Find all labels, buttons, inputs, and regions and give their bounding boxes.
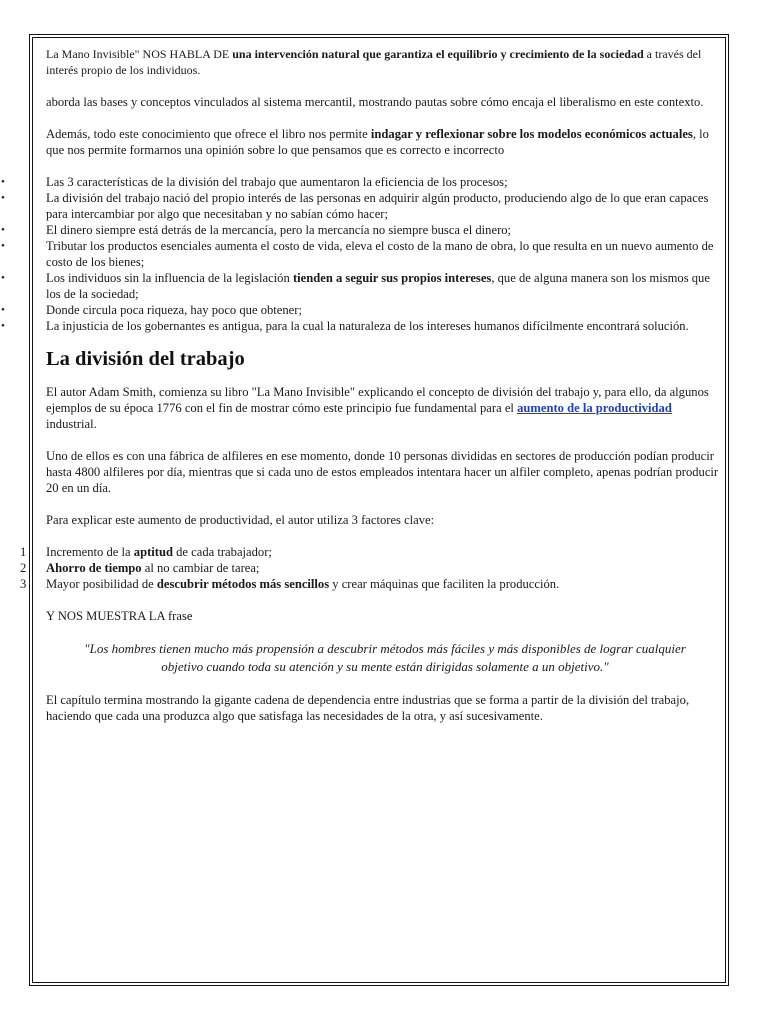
knowledge-text: Además, todo este conocimiento que ofrece el libro nos permite [46,127,371,141]
productivity-link[interactable]: aumento de la productividad [517,401,672,415]
bullet-marker: • [1,224,5,236]
intro-text: La Mano Invisible" NOS HABLA DE [46,47,233,61]
list-item [1,238,724,270]
bullet-marker: • [1,192,5,204]
adam-smith-text-end: industrial. [46,417,97,431]
bullet-marker: • [1,320,5,332]
list-item-text-end: , que de alguna manera son los mismos que los de la sociedad; [46,271,710,301]
intro-text-end: a través del interés propio de los individuos. [46,47,702,77]
conclusion-paragraph: El capítulo termina mostrando la gigante cadena de dependencia entre industrias que se forma a partir de la división del trabajo, haciendo que cada una produzca algo que satisfaga las necesidades de la otra, y así sucesivamente. [46,693,690,723]
mercantile-paragraph: aborda las bases y conceptos vinculados al sistema mercantil, mostrando pautas sobre cómo encaja el liberalismo en este contexto. [46,95,704,109]
list-number: 2 [20,561,27,575]
list-item [1,190,724,222]
quote-block: "Los hombres tienen mucho más propensión a descubrir métodos más fáciles y más disponibles de lograr cualquier objetivo cuando toda su atención y su mente están dirigidas solamente a un objetivo." [84,641,686,674]
list-number: 3 [20,577,27,591]
list-item-text-end: al no cambiar de tarea; [141,561,260,575]
adam-smith-paragraph [46,384,724,432]
list-item [1,222,724,238]
list-item-text-end: y crear máquinas que faciliten la producción. [329,577,560,591]
factors-intro-paragraph: Para explicar este aumento de productividad, el autor utiliza 3 factores clave: [46,513,435,527]
knowledge-paragraph [46,126,724,158]
bullet-marker: • [1,272,5,284]
list-item-text: Los individuos sin la influencia de la legislación [46,271,293,285]
list-item [1,174,724,190]
list-item-text: Las 3 características de la división del trabajo que aumentaron la eficiencia de los procesos; [46,175,508,189]
knowledge-text-end: , lo que nos permite formarnos una opinión sobre lo que pensamos que es correcto e incorrecto [46,127,709,157]
list-item-text: La división del trabajo nació del propio interés de las personas en adquirir algún producto, produciendo algo de lo que eran capaces para intercambiar por algo que necesitaban y no sabían cómo hacer; [46,191,709,221]
list-number: 1 [20,545,27,559]
list-item-text-end: de cada trabajador; [172,545,272,559]
list-item [20,560,724,576]
list-item-bold: descubrir métodos más sencillos [156,577,330,591]
list-item-bold: Ahorro de tiempo [46,561,142,575]
knowledge-bold: indagar y reflexionar sobre los modelos económicos actuales [370,127,693,141]
bullet-marker: • [1,176,5,188]
list-item-text: Donde circula poca riqueza, hay poco que obtener; [46,303,302,317]
bullet-marker: • [1,240,5,252]
list-item-text: Tributar los productos esenciales aumenta el costo de vida, eleva el costo de la mano de obra, lo que resulta en un nuevo aumento de costo de los bienes; [46,239,714,269]
document-body [1,46,724,724]
list-item [1,270,724,302]
list-item [1,318,724,334]
numbered-list [20,544,724,592]
list-item-text: Incremento de la [46,545,134,559]
list-item-text: Mayor posibilidad de [46,577,157,591]
bullet-list [1,174,724,334]
bullet-marker: • [1,304,5,316]
list-item [1,302,724,318]
list-item-text: La injusticia de los gobernantes es antigua, para la cual la naturaleza de los intereses humanos difícilmente encontrará solución. [46,319,689,333]
list-item [20,544,724,560]
phrase-intro-paragraph: Y NOS MUESTRA LA frase [46,609,193,623]
list-item-bold: tienden a seguir sus propios intereses [292,271,492,285]
section-heading: La división del trabajo [46,348,245,370]
intro-paragraph [46,46,724,78]
list-item-bold: aptitud [133,545,173,559]
intro-bold: una intervención natural que garantiza el equilibrio y crecimiento de la sociedad [232,47,644,61]
pin-factory-paragraph: Uno de ellos es con una fábrica de alfileres en ese momento, donde 10 personas divididas en sectores de producción podían producir hasta 4800 alfileres por día, mientras que si cada uno de estos empleados intentara hacer un alfiler completo, apenas podrían producir 20 en un día. [46,449,719,495]
adam-smith-text: El autor Adam Smith, comienza su libro "La Mano Invisible" explicando el concepto de división del trabajo y, para ello, da algunos ejemplos de su época 1776 con el fin de mostrar cómo este principio fue fundamental para el [46,385,709,415]
list-item [20,576,724,592]
list-item-text: El dinero siempre está detrás de la mercancía, pero la mercancía no siempre busca el dinero; [46,223,512,237]
